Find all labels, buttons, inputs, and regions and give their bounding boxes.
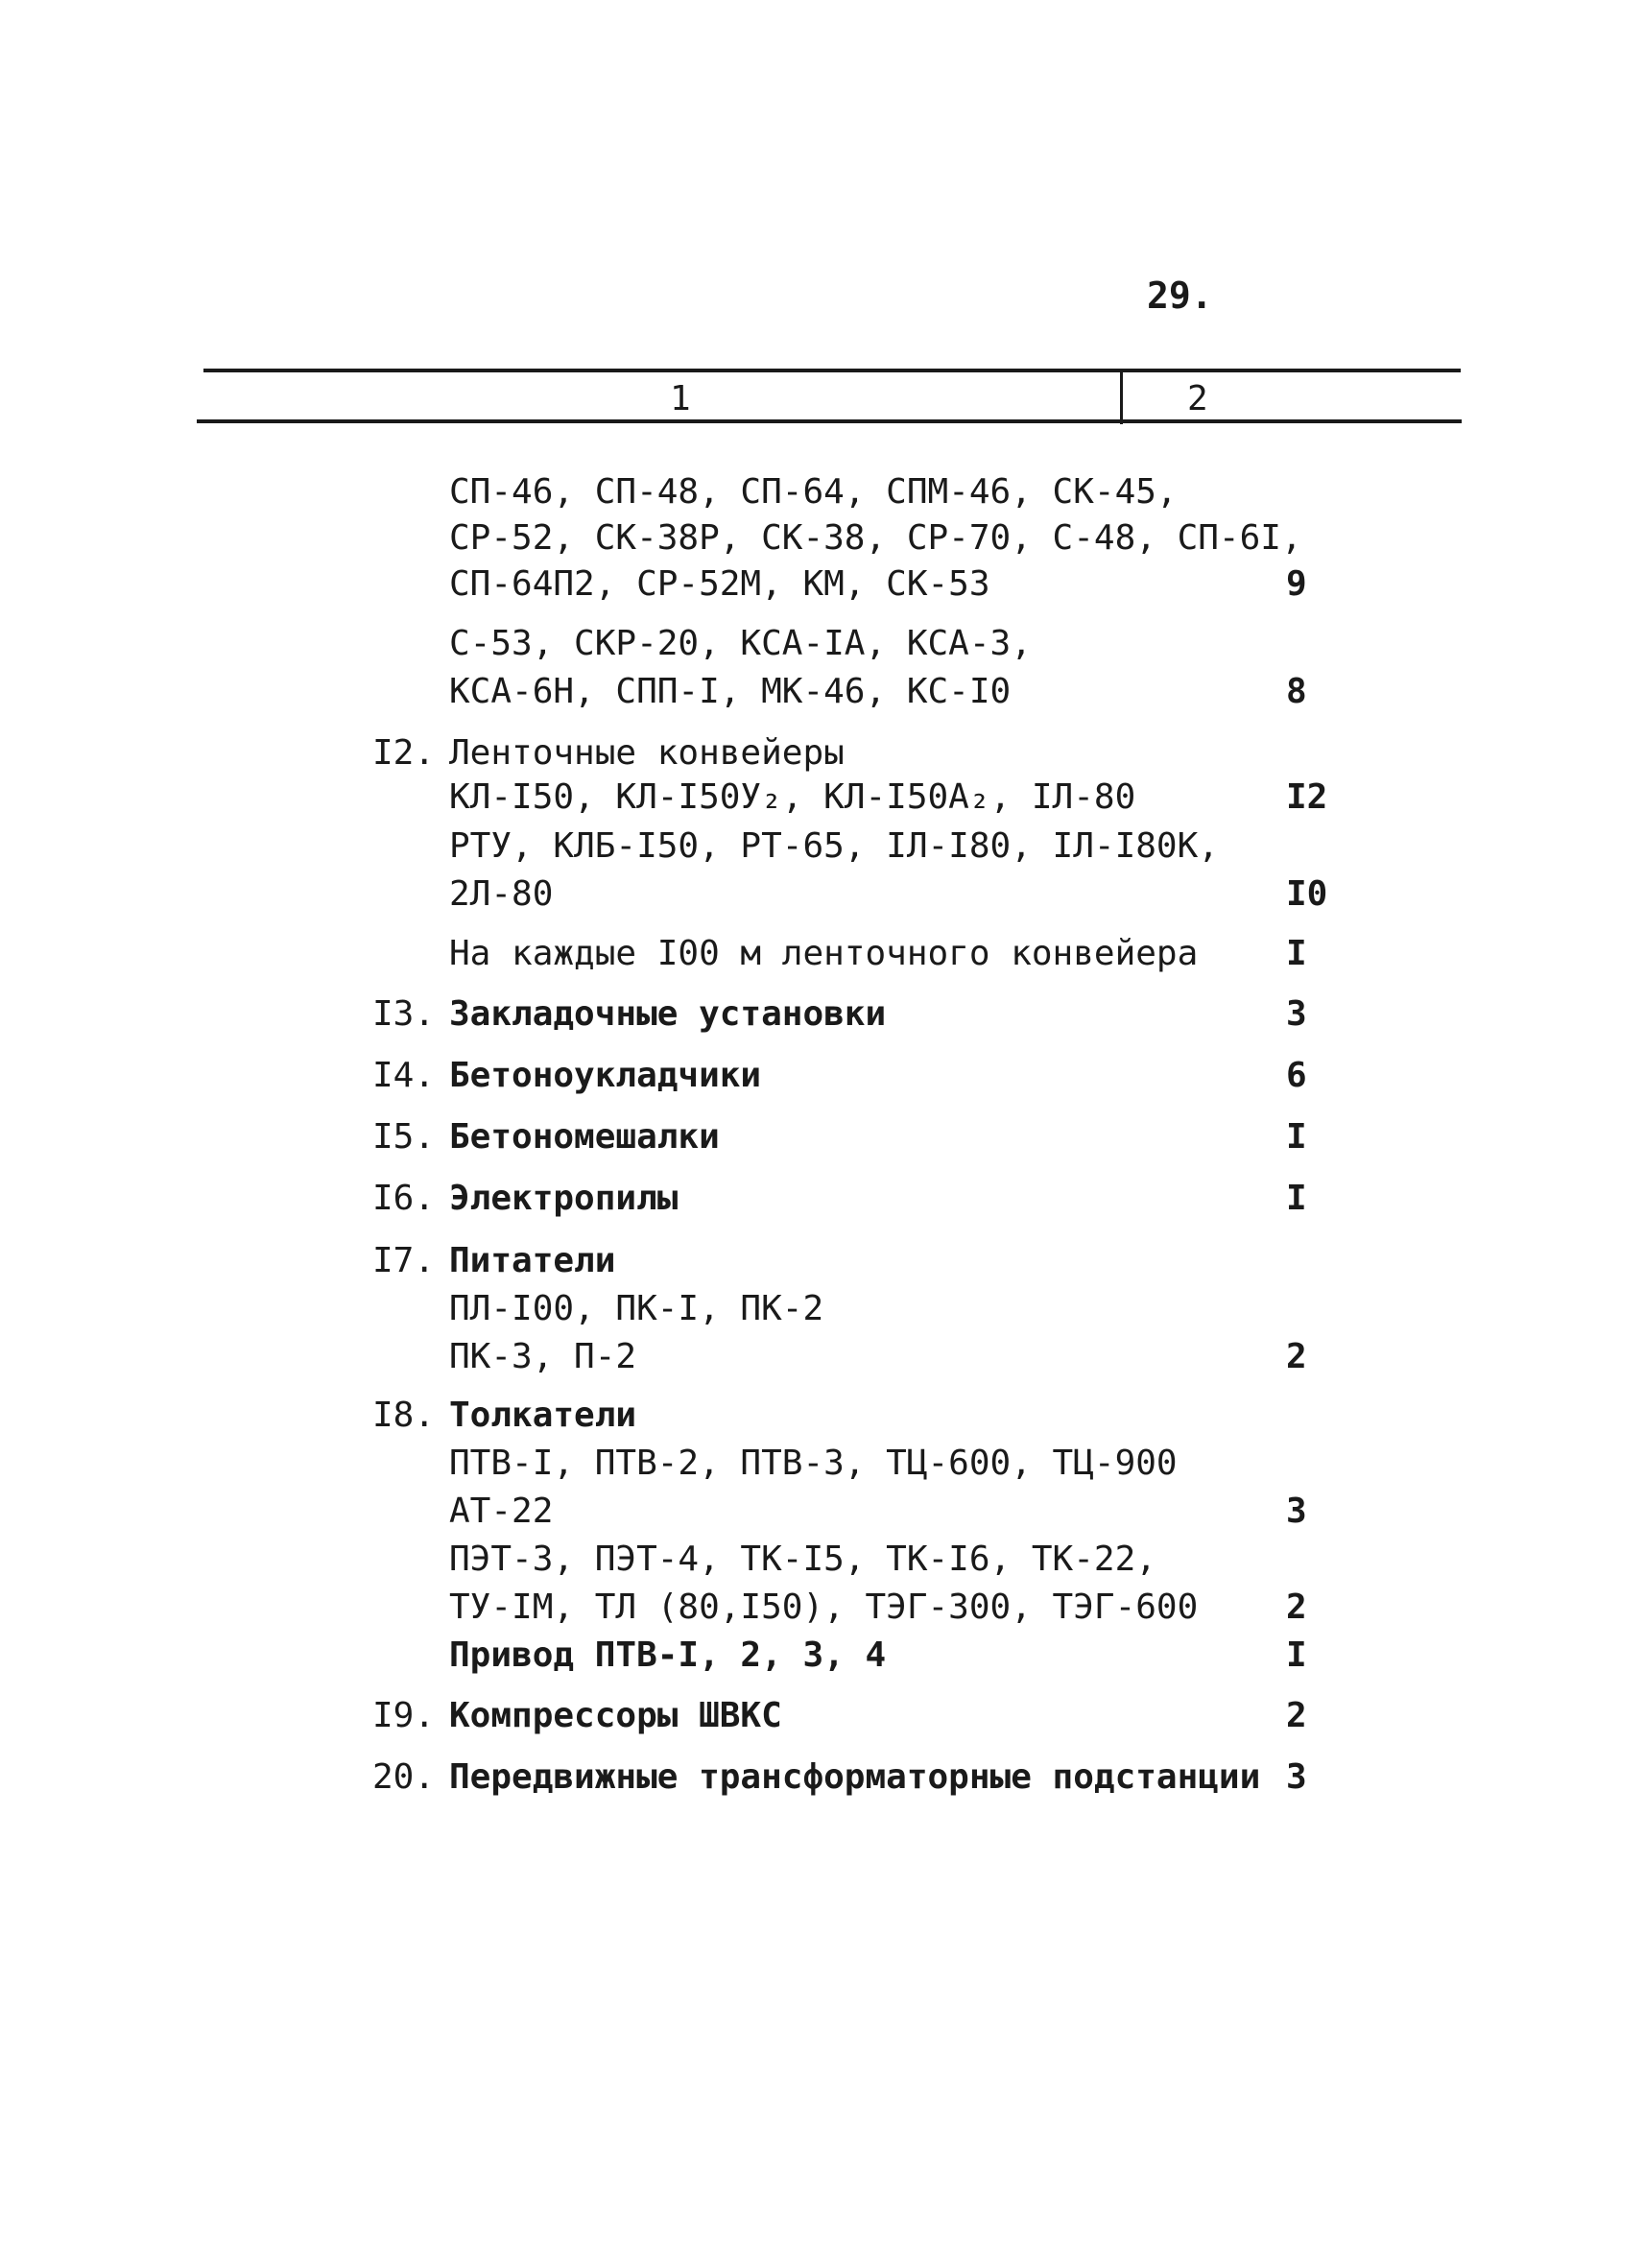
item-value: 3 [1286, 994, 1307, 1034]
item-number: I5. [372, 1117, 436, 1157]
item-line: АТ-22 [449, 1492, 554, 1531]
item-line: СП-46, СП-48, СП-64, СПМ-46, СК-45, [449, 472, 1178, 512]
table-top-rule [203, 369, 1461, 372]
item-number: I6. [372, 1179, 436, 1218]
item-line: На каждые I00 м ленточного конвейера [449, 934, 1199, 973]
item-value: I [1286, 1179, 1307, 1218]
page-number: 29. [1147, 275, 1213, 317]
item-heading: Питатели [449, 1241, 616, 1280]
item-number: 20. [372, 1757, 436, 1797]
item-number: I9. [372, 1696, 436, 1735]
item-heading: Бетоноукладчики [449, 1056, 762, 1095]
item-value: I [1286, 1117, 1307, 1157]
item-value: I [1286, 934, 1307, 973]
column-header-1: 1 [670, 379, 691, 418]
item-line: ПК-3, П-2 [449, 1337, 637, 1376]
item-value: 8 [1286, 672, 1307, 711]
item-heading: Передвижные трансформаторные подстанции [449, 1757, 1261, 1797]
item-value: I0 [1286, 874, 1328, 914]
item-line: С-53, СКР-20, КСА-IA, КСА-3, [449, 624, 1032, 663]
item-value: I [1286, 1635, 1307, 1675]
item-line: КСА-6Н, СПП-I, МК-46, КС-I0 [449, 672, 1012, 711]
item-line: СР-52, СК-38Р, СК-38, СР-70, С-48, СП-6I, [449, 518, 1302, 558]
item-line: ПЭТ-3, ПЭТ-4, ТК-I5, ТК-I6, ТК-22, [449, 1540, 1156, 1579]
item-number: I3. [372, 994, 436, 1034]
table-header-rule [197, 419, 1462, 423]
item-value: I2 [1286, 777, 1328, 817]
item-heading: Электропилы [449, 1179, 679, 1218]
item-heading: Ленточные конвейеры [449, 733, 845, 773]
item-number: I2. [372, 733, 436, 773]
item-heading: Толкатели [449, 1396, 637, 1435]
item-value: 3 [1286, 1757, 1307, 1797]
item-line: 2Л-80 [449, 874, 554, 914]
item-heading: Бетономешалки [449, 1117, 720, 1157]
item-line: ПТВ-I, ПТВ-2, ПТВ-3, ТЦ-600, ТЦ-900 [449, 1444, 1178, 1483]
column-divider [1120, 370, 1123, 424]
item-value: 2 [1286, 1696, 1307, 1735]
item-heading: Компрессоры ШВКС [449, 1696, 782, 1735]
item-number: I7. [372, 1241, 436, 1280]
item-value: 9 [1286, 564, 1307, 604]
item-line: ТУ-IМ, ТЛ (80,I50), ТЭГ-300, ТЭГ-600 [449, 1588, 1199, 1627]
item-value: 6 [1286, 1056, 1307, 1095]
item-line: ПЛ-I00, ПК-I, ПК-2 [449, 1289, 824, 1328]
item-heading: Закладочные установки [449, 994, 887, 1034]
item-value: 2 [1286, 1588, 1307, 1627]
item-number: I4. [372, 1056, 436, 1095]
item-value: 2 [1286, 1337, 1307, 1376]
item-value: 3 [1286, 1492, 1307, 1531]
column-header-2: 2 [1187, 379, 1208, 418]
item-line: РТУ, КЛБ-I50, РТ-65, IЛ-I80, IЛ-I80К, [449, 826, 1219, 866]
item-number: I8. [372, 1396, 436, 1435]
item-line: Привод ПТВ-I, 2, 3, 4 [449, 1635, 887, 1675]
item-line: СП-64П2, СР-52М, КМ, СК-53 [449, 564, 990, 604]
item-line: КЛ-I50, КЛ-I50У₂, КЛ-I50А₂, IЛ-80 [449, 777, 1136, 817]
